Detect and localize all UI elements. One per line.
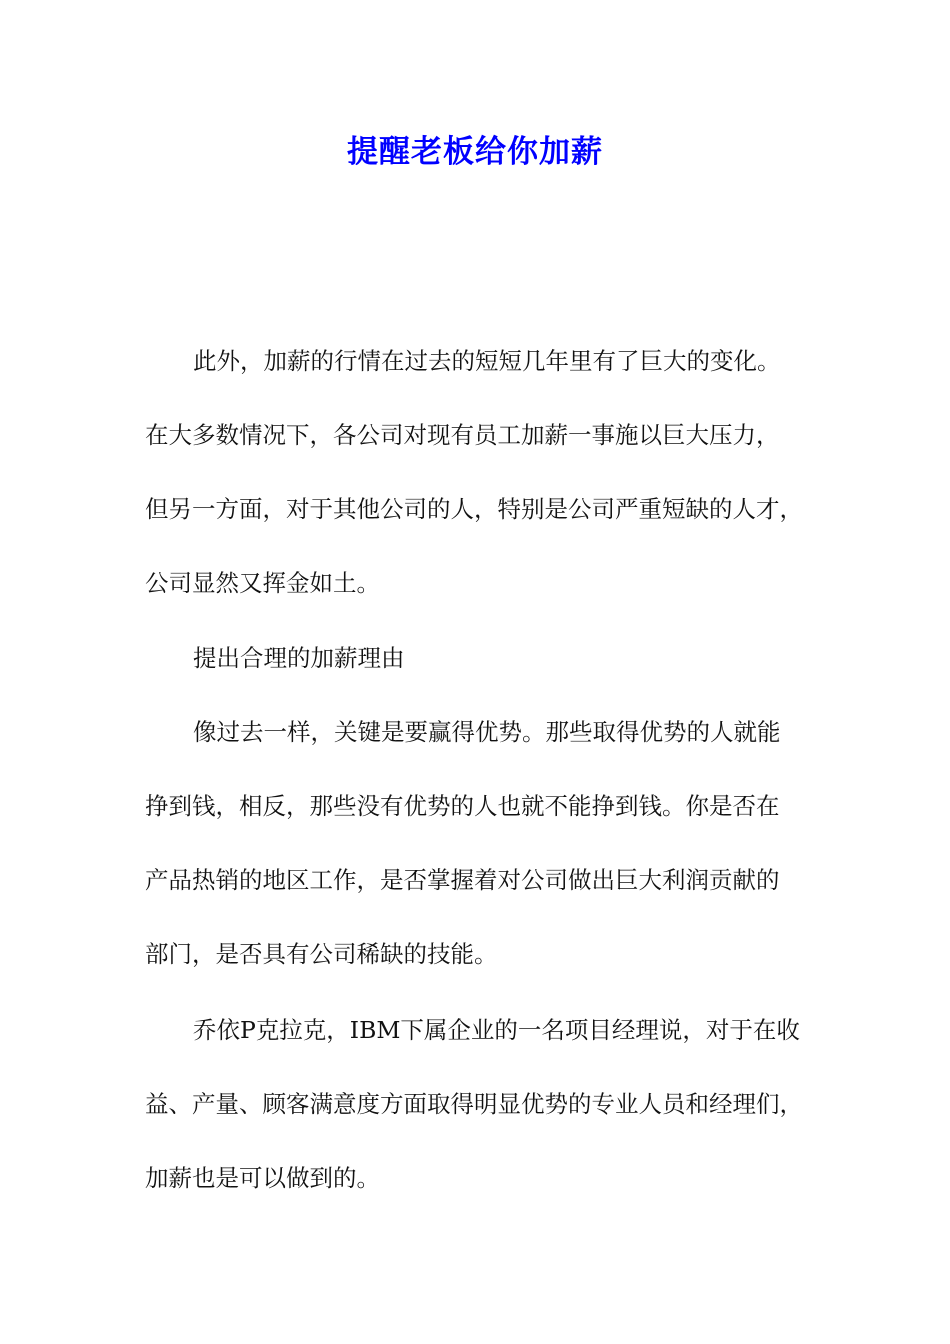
paragraph-1-line-2: 在大多数情况下，各公司对现有员工加薪一事施以巨大压力， [145, 421, 780, 449]
document-title: 提醒老板给你加薪 [347, 134, 603, 170]
paragraph-2-line-2: 挣到钱，相反，那些没有优势的人也就不能挣到钱。你是否在 [145, 792, 780, 820]
paragraph-2-line-3: 产品热销的地区工作，是否掌握着对公司做出巨大利润贡献的 [145, 866, 780, 894]
paragraph-2-line-1: 像过去一样，关键是要赢得优势。那些取得优势的人就能 [193, 718, 781, 746]
paragraph-3-line-2: 益、产量、顾客满意度方面取得明显优势的专业人员和经理们， [145, 1090, 803, 1118]
paragraph-1-line-3: 但另一方面，对于其他公司的人，特别是公司严重短缺的人才， [145, 495, 803, 523]
paragraph-3-line-1: 乔依P克拉克，IBM下属企业的一名项目经理说，对于在收 [193, 1016, 800, 1044]
paragraph-2-line-4: 部门，是否具有公司稀缺的技能。 [145, 940, 498, 968]
paragraph-1-line-4: 公司显然又挥金如土。 [145, 569, 380, 597]
paragraph-1-line-1: 此外，加薪的行情在过去的短短几年里有了巨大的变化。 [193, 347, 781, 375]
paragraph-3-line-3: 加薪也是可以做到的。 [145, 1164, 380, 1192]
section-heading: 提出合理的加薪理由 [193, 644, 405, 672]
